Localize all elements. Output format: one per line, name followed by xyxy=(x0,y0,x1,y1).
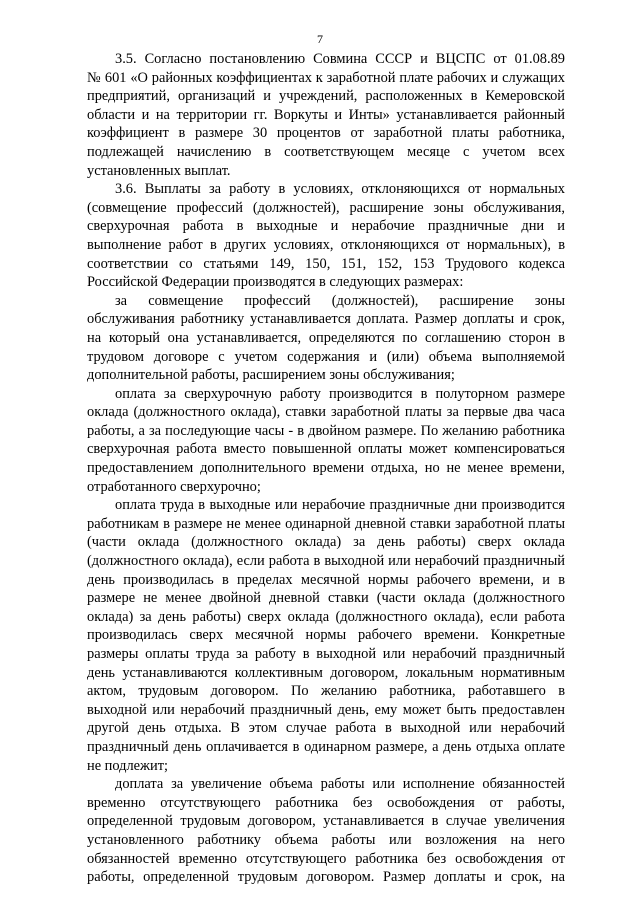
text-line: 3.5. Согласно постановлению Совмина СССР и ВЦСПС от 01.08.89 xyxy=(115,51,565,67)
text-line: (совмещение профессий (должностей), расширение зоны обслуживания, xyxy=(87,199,565,216)
text-line: день производилась в пределах месячной нормы рабочего времени, и в xyxy=(87,571,565,588)
paragraph-overtime-pay xyxy=(87,385,565,497)
text-line: подлежащей начислению в соответствующем месяце с учетом всех xyxy=(87,143,565,160)
text-line: размере не менее двойной дневной ставки (части оклада (должностного xyxy=(87,590,565,607)
paragraph-3-6 xyxy=(87,180,565,292)
text-line: сверхурочная работа вместо повышенной оплаты может компенсироваться xyxy=(87,441,565,458)
paragraph-combination-pay xyxy=(87,292,565,385)
text-line: работы, определенной трудовым договором. Размер доплаты и срок, на xyxy=(87,869,565,886)
paragraph-holiday-pay xyxy=(87,496,565,775)
text-line: производилась сверх месячной нормы рабочего времени. Конкретные xyxy=(87,627,565,644)
text-line: работникам в размере не менее одинарной дневной ставки заработной платы xyxy=(87,515,565,532)
text-line: соответствии со статьями 149, 150, 151, 152, 153 Трудового кодекса xyxy=(87,255,565,272)
paragraph-3-5 xyxy=(87,50,565,180)
text-line: выполнение работ в других условиях, отклоняющихся от нормальных), в xyxy=(87,236,565,253)
text-line: оплата труда в выходные или нерабочие праздничные дни производится xyxy=(115,497,565,514)
text-line: (части оклада (должностного оклада) за день работы) сверх оклада xyxy=(87,534,565,551)
text-line: обслуживания работнику устанавливается доплата. Размер доплаты и срок, xyxy=(87,311,565,328)
text-line: день устанавливаются коллективным договором, локальным нормативным xyxy=(87,664,565,681)
text-line: отработанного сверхурочно; xyxy=(87,478,261,495)
text-line: предоставлением дополнительного времени отдыха, но не менее времени, xyxy=(87,460,565,477)
text-line: сверхурочная работа в выходные и нерабочие праздничные дни и xyxy=(87,218,565,235)
page-number: 7 xyxy=(317,32,323,46)
text-line: (должностного оклада), если работа в выходной или нерабочий праздничный xyxy=(87,553,565,570)
text-line: коэффициент в размере 30 процентов от заработной платы работника, xyxy=(87,125,565,142)
text-line: оплата за сверхурочную работу производится в полуторном размере xyxy=(115,385,565,402)
text-line: за совмещение профессий (должностей), расширение зоны xyxy=(115,292,565,309)
text-line: предприятий, организаций и учреждений, расположенных в Кемеровской xyxy=(87,88,565,105)
text-line: другой день отдыха. В этом случае работа в выходной или нерабочий xyxy=(87,720,565,737)
document-body xyxy=(87,50,565,887)
text-line: определенной трудовым договором, устанавливается в случае увеличения xyxy=(87,813,565,830)
text-line: на который она устанавливается, определяются по соглашению сторон в xyxy=(87,329,565,346)
text-line: выходной или нерабочий праздничный день, ему может быть предоставлен xyxy=(87,701,565,718)
text-line: установленных выплат. xyxy=(87,162,231,179)
text-line: установленного работнику объема работы или возложения на него xyxy=(87,831,565,848)
text-line: обязанностей временно отсутствующего работника без освобождения от xyxy=(87,850,565,867)
text-line: временно отсутствующего работника без освобождения от работы, xyxy=(87,794,565,811)
text-line: праздничный день оплачивается в одинарном размере, а день отдыха оплате xyxy=(87,738,565,755)
text-line: размеры оплаты труда за работу в выходной или нерабочий праздничный xyxy=(87,646,565,662)
paragraph-additional-duties-pay xyxy=(87,775,565,887)
text-line: актом, трудовым договором. По желанию работника, работавшего в xyxy=(87,683,565,700)
text-line: 3.6. Выплаты за работу в условиях, отклоняющихся от нормальных xyxy=(115,181,565,198)
text-line: работы, а за последующие часы - в двойном размере. По желанию работника xyxy=(87,422,565,439)
text-line: трудовом договоре с учетом содержания и (или) объема выполняемой xyxy=(87,348,565,365)
text-line: оклада) за день работы) сверх оклада (должностного оклада), если работа xyxy=(87,608,565,625)
text-line: не подлежит; xyxy=(87,757,168,774)
text-line: области и на территории гг. Воркуты и Инты» устанавливается районный xyxy=(87,106,565,123)
text-line: оклада (должностного оклада), ставки заработной платы за первые два часа xyxy=(87,404,565,421)
text-line: № 601 «О районных коэффициентах к заработной плате рабочих и служащих xyxy=(87,69,565,86)
text-line: Российской Федерации производятся в следующих размерах: xyxy=(87,274,464,291)
text-line: доплата за увеличение объема работы или исполнение обязанностей xyxy=(115,776,565,793)
text-line: дополнительной работы, расширением зоны обслуживания; xyxy=(87,367,455,384)
